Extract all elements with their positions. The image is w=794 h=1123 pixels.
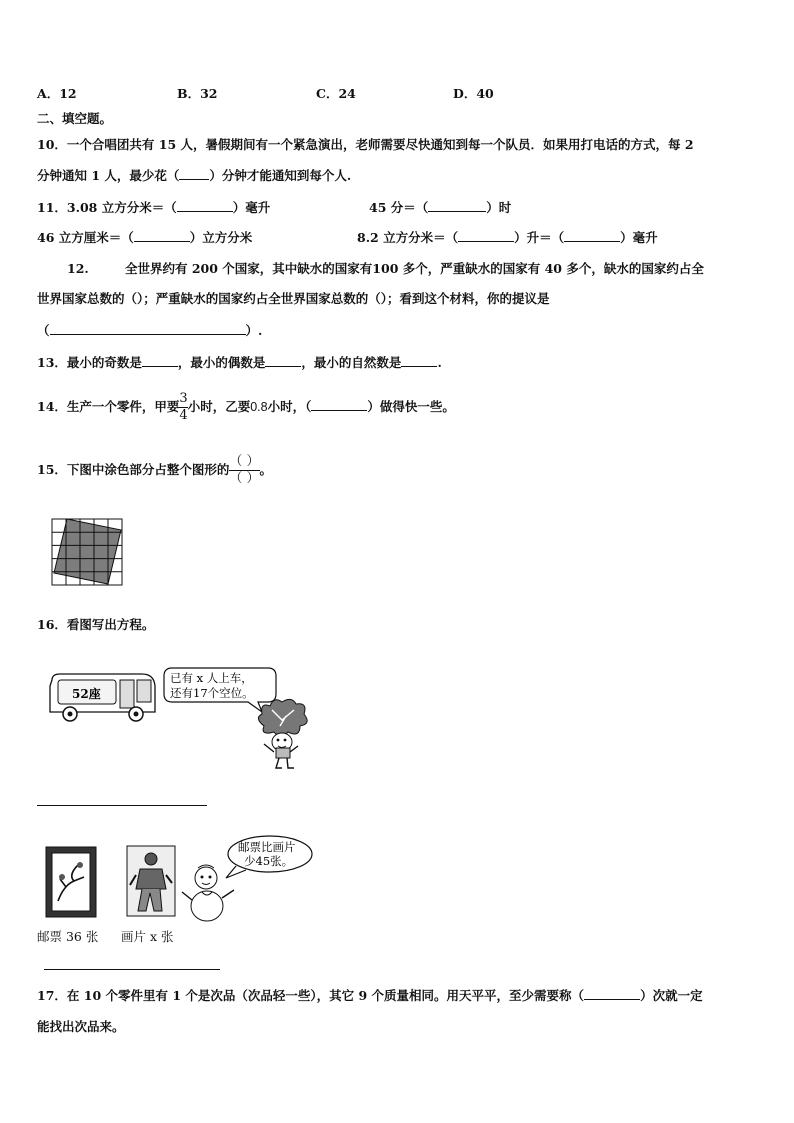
q13 <box>37 355 442 371</box>
q11-d-text: 8.2 立方分米＝（ <box>357 230 459 245</box>
q16-answer-line-2[interactable] <box>44 969 220 970</box>
q12-line1: 全世界约有 200 个国家，其中缺水的国家有100 多个，严重缺水的国家有 40 多个，缺水的国家约占全 <box>125 261 704 276</box>
option-c: C．24 <box>316 86 356 101</box>
q13-text-c: ，最小的自然数是 <box>301 355 402 370</box>
q11-d-unit1: ）升＝（ <box>514 230 565 245</box>
q14-fraction <box>179 392 187 423</box>
q14-blank[interactable] <box>311 410 367 411</box>
q10-line1: 10．一个合唱团共有 15 人，暑假期间有一个紧急演出，老师需要尽快通知到每一个队员．如果用打电话的方式，每 2 <box>37 137 694 152</box>
q12-blank[interactable] <box>50 334 246 335</box>
q14-text-e: ）做得快一些。 <box>367 399 455 414</box>
q11-b-text: 45 分＝（ <box>369 200 429 215</box>
q15 <box>37 447 272 493</box>
q12-line2: 世界国家总数的（）；严重缺水的国家约占全世界国家总数的（）；看到这个材料，你的提议是 <box>37 291 550 306</box>
q17-text-b: ）次就一定 <box>640 988 703 1003</box>
q15-fraction <box>229 455 259 486</box>
option-b: B．32 <box>177 86 218 101</box>
bubble2-line1: 邮票比画片 <box>238 840 296 854</box>
q11-d-unit2: ）毫升 <box>620 230 658 245</box>
q15-grid-figure <box>51 518 123 586</box>
q11-d <box>357 230 658 246</box>
q12-close: ）. <box>245 323 263 338</box>
q11-b-unit: ）时 <box>486 200 512 215</box>
q13-blank2[interactable] <box>265 366 301 367</box>
bubble2-line2: 少45张。 <box>244 854 294 868</box>
q15-text: 15．下图中涂色部分占整个图形的 <box>37 462 230 477</box>
picture-card-illustration <box>126 845 176 917</box>
q14 <box>37 387 455 427</box>
q11-c-text: 46 立方厘米＝（ <box>37 230 134 245</box>
q11-a <box>37 200 270 216</box>
shaded-square <box>54 519 121 584</box>
bus-illustration <box>46 672 158 724</box>
q14-value: 0.8 <box>250 400 268 414</box>
cartoon-plant-character <box>252 696 316 770</box>
option-d: D．40 <box>453 86 494 101</box>
q13-blank1[interactable] <box>142 366 178 367</box>
cartoon-character-2 <box>180 862 238 924</box>
option-a: A．12 <box>37 86 77 101</box>
q13-blank3[interactable] <box>401 366 437 367</box>
q11-a-text: 11．3.08 立方分米＝（ <box>37 200 177 215</box>
bubble1-line1: 已有 x 人上车， <box>170 671 253 685</box>
bubble1-line2: 还有17个空位。 <box>170 686 254 700</box>
q10-line2 <box>37 168 351 184</box>
q13-text-d: . <box>437 355 442 370</box>
q14-denominator: 4 <box>179 408 188 423</box>
q11-a-unit: ）毫升 <box>232 200 271 215</box>
q15-numerator[interactable]: （ ） <box>229 454 260 469</box>
q11-d-blank2[interactable] <box>564 241 620 242</box>
q12-number: 12. <box>67 261 89 276</box>
stamp-caption: 邮票 36 张 <box>37 929 99 944</box>
q11-b <box>369 200 511 216</box>
q11-a-blank[interactable] <box>177 211 233 212</box>
q10-text-a: 分钟通知 1 人，最少花（ <box>37 168 180 183</box>
q16-title: 16．看图写出方程。 <box>37 617 155 632</box>
q11-d-blank1[interactable] <box>458 241 514 242</box>
q10-blank[interactable] <box>179 179 209 180</box>
q14-numerator: 3 <box>179 391 188 406</box>
q11-c <box>37 230 252 246</box>
q15-denominator[interactable]: （ ） <box>229 471 260 486</box>
q11-c-unit: ）立方分米 <box>189 230 253 245</box>
q17-line1 <box>37 988 703 1004</box>
q17-blank[interactable] <box>584 999 640 1000</box>
q11-b-blank[interactable] <box>428 211 486 212</box>
stamp-illustration <box>44 845 98 919</box>
section-title: 二、填空题。 <box>37 111 113 126</box>
q16-answer-line-1[interactable] <box>37 805 207 806</box>
q14-text-b: 小时，乙要 <box>187 399 251 414</box>
q12-open: （ <box>37 323 50 338</box>
q14-text-a: 14．生产一个零件，甲要 <box>37 399 180 414</box>
q10-text-b: ）分钟才能通知到每个人. <box>209 168 352 183</box>
q14-text-d: 小时，（ <box>267 399 312 414</box>
picture-caption: 画片 x 张 <box>121 929 174 944</box>
q11-c-blank[interactable] <box>134 241 190 242</box>
q12-line3 <box>37 323 262 339</box>
q17-text-a: 17．在 10 个零件里有 1 个是次品（次品轻一些），其它 9 个质量相同。用天平平，至少需要称（ <box>37 988 585 1003</box>
q15-end: 。 <box>259 462 273 477</box>
q13-text-a: 13．最小的奇数是 <box>37 355 142 370</box>
q13-text-b: ，最小的偶数是 <box>177 355 266 370</box>
bus-seat-label: 52座 <box>72 687 101 701</box>
q17-line2: 能找出次品来。 <box>37 1019 125 1034</box>
